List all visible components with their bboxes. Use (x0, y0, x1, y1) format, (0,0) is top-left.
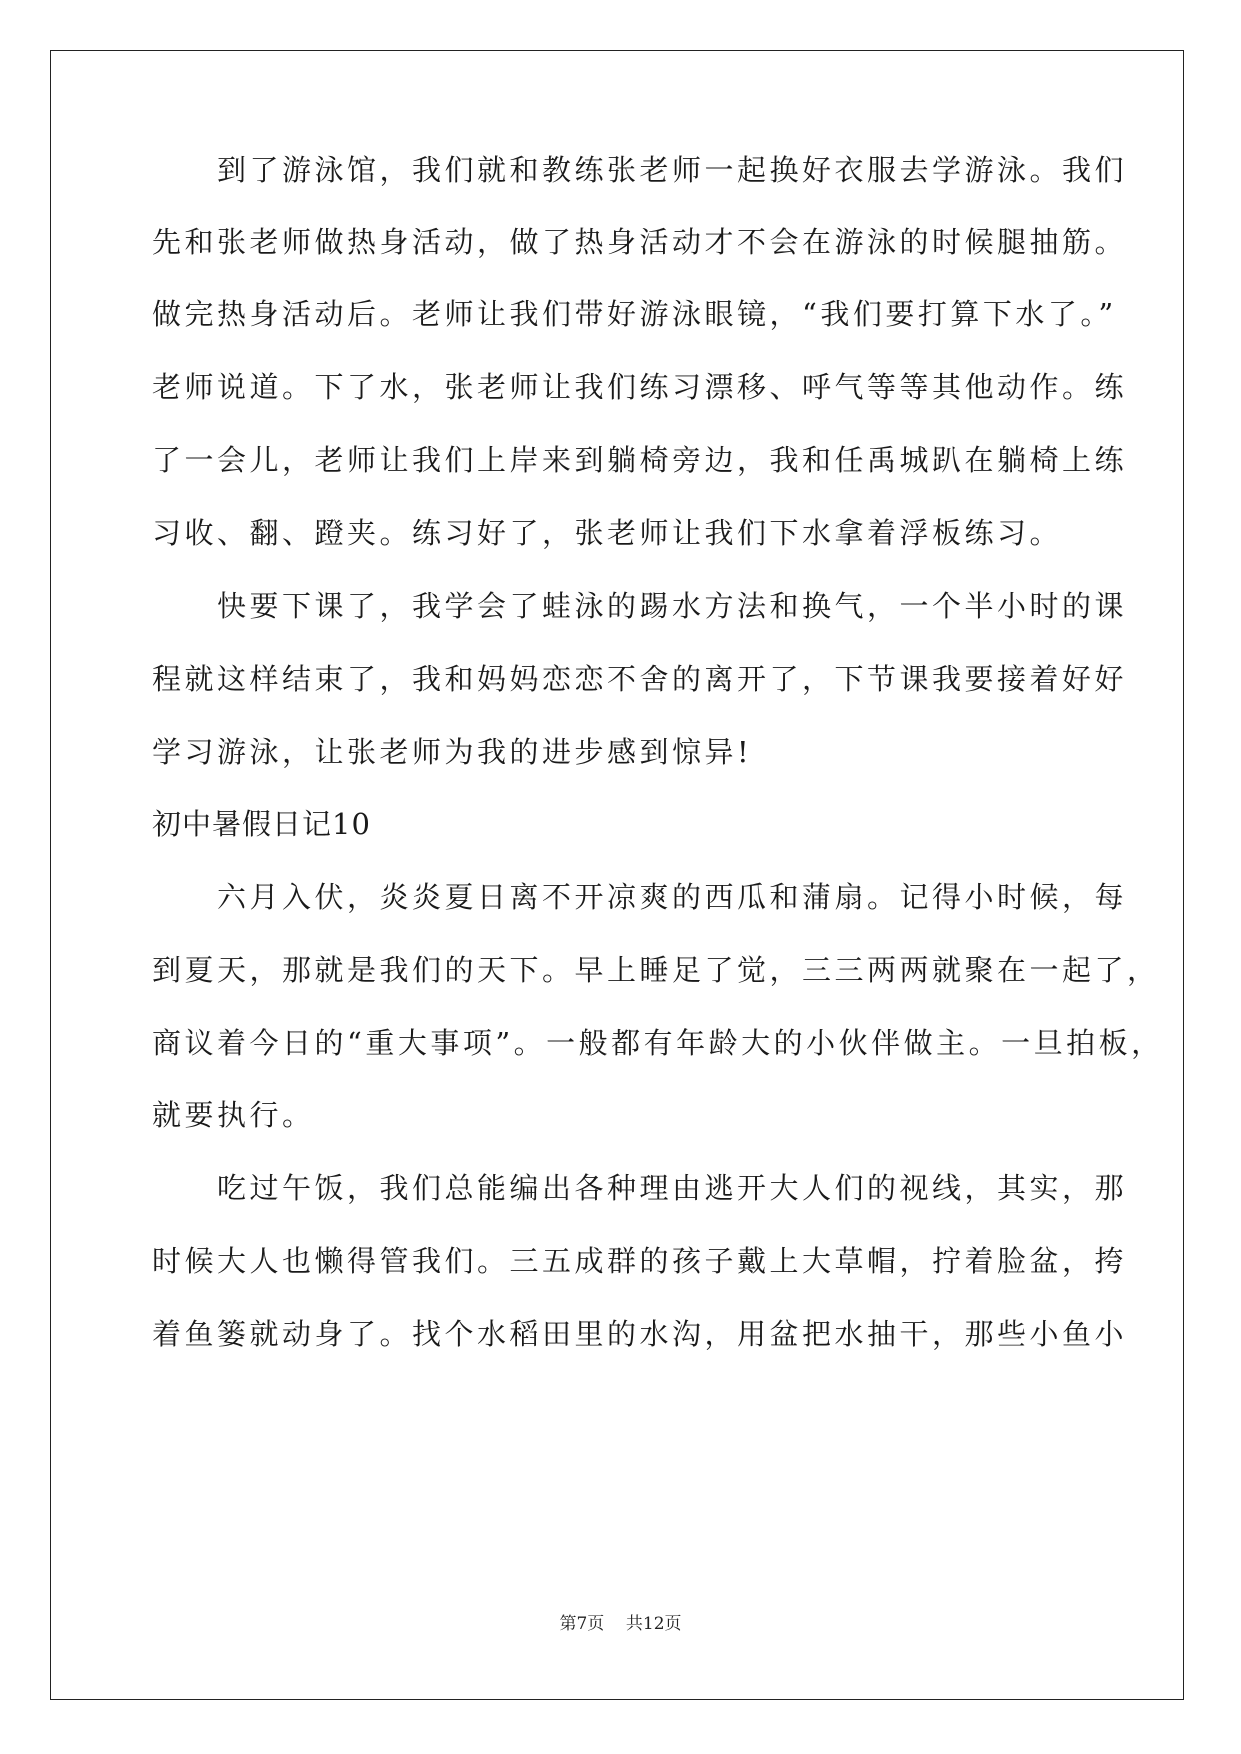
text-line: 先和张老师做热身活动，做了热身活动才不会在游泳的时候腿抽筋。 (152, 225, 1128, 259)
text-line: 习收、翻、蹬夹。练习好了，张老师让我们下水拿着浮板练习。 (152, 516, 1063, 550)
text-line: 到了游泳馆，我们就和教练张老师一起换好衣服去学游泳。我们 (152, 153, 1128, 187)
text-line: 做完热身活动后。老师让我们带好游泳眼镜，“我们要打算下水了。” (152, 297, 1117, 331)
page-number: 第7页 (559, 1614, 605, 1634)
text-line: 商议着今日的“重大事项”。一般都有年龄大的小伙伴做主。一旦拍板， (152, 1026, 1164, 1060)
page-footer (0, 1612, 1241, 1636)
text-line: 到夏天，那就是我们的天下。早上睡足了觉，三三两两就聚在一起了， (152, 953, 1160, 987)
text-line: 程就这样结束了，我和妈妈恋恋不舍的离开了，下节课我要接着好好 (152, 662, 1128, 696)
text-line: 快要下课了，我学会了蛙泳的踢水方法和换气，一个半小时的课 (152, 589, 1128, 623)
text-line: 学习游泳，让张老师为我的进步感到惊异! (152, 735, 753, 769)
page-total: 共12页 (625, 1614, 682, 1634)
text-line: 着鱼篓就动身了。找个水稻田里的水沟，用盆把水抽干，那些小鱼小 (152, 1317, 1128, 1351)
text-line: 吃过午饭，我们总能编出各种理由逃开大人们的视线，其实，那 (152, 1171, 1128, 1205)
text-line: 六月入伏，炎炎夏日离不开凉爽的西瓜和蒲扇。记得小时候，每 (152, 880, 1128, 914)
section-heading: 初中暑假日记10 (152, 807, 371, 841)
text-line: 老师说道。下了水，张老师让我们练习漂移、呼气等等其他动作。练 (152, 370, 1128, 404)
text-line: 就要执行。 (152, 1098, 315, 1132)
text-line: 时候大人也懒得管我们。三五成群的孩子戴上大草帽，拧着脸盆，挎 (152, 1244, 1128, 1278)
text-line: 了一会儿，老师让我们上岸来到躺椅旁边，我和任禹城趴在躺椅上练 (152, 443, 1128, 477)
